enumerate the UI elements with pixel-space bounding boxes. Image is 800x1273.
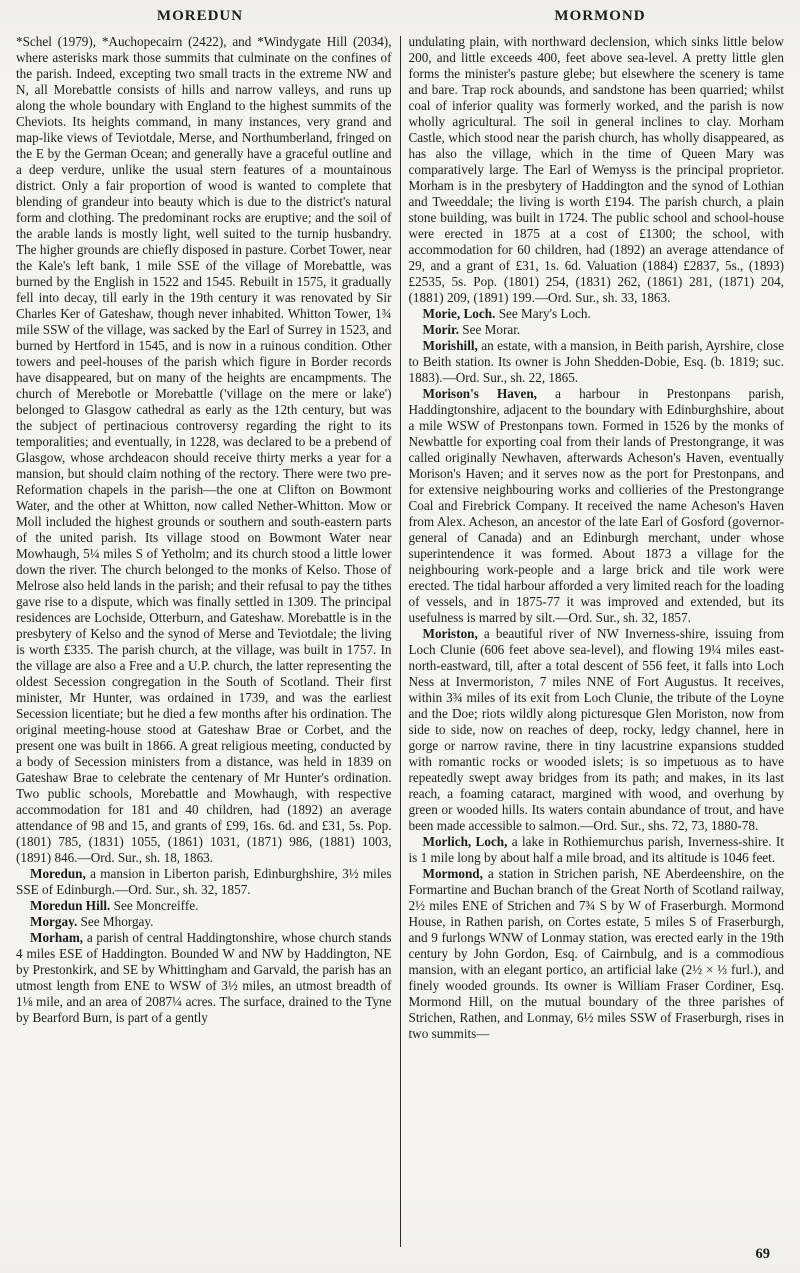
entry-paragraph: Mormond, a station in Strichen parish, NE Aberdeenshire, on the Formartine and Buchan branch of the Great North of Scotland railway, 2½ miles ENE of Strichen and 7¾ S by W of Fraserburgh. Mormond House, in Rathen parish, on Cortes estate, 5 miles S of Fraserburgh, and 9 furlongs WNW of Lonmay station, was erected early in the 19th century by John Gordon, Esq. of Cairnbulg, and is a commodious mansion, with an elegant portico, an artificial lake (2½ × ⅓ furl.), and finely wooded grounds. Its owner is William Fraser Cordiner, Esq. Mormond Hill, on the mutual boundary of the three parishes of Strichen, Rathen, and Lonmay, 6½ miles SSW of Fraserburgh, rises in two summits— (408, 866, 784, 1041)
entry-paragraph: Morlich, Loch, a lake in Rothiemurchus parish, Inverness-shire. It is 1 mile long by about half a mile broad, and its altitude is 1046 feet. (408, 834, 784, 865)
entry-paragraph: *Schel (1979), *Auchopecairn (2422), and *Windygate Hill (2034), where asterisks mark those summits that culminate on the confines of the parish. Indeed, excepting two small tracts in the extreme NW and N, all Morebattle consists of hills and narrow valleys, and runs up along the whole boundary with England to the highest summits of the Cheviots. Its heights command, in many instances, very grand and map-like views of Teviotdale, Merse, and Northumberland, fringed on the E by the German Ocean; and generally have a graceful outline and a deep verdure, unlike the usual stern features of a mountainous district. Only a fair proportion of wood is wanted to complete that blending of grandeur into beauty which is due to the district's natural form and clothing. The predominant rocks are eruptive; and the soil of the arable lands is mostly light, well suited to the turnip husbandry. The higher grounds are chiefly disposed in pasture. Corbet Tower, near the Kale's left bank, 1 mile SSE of the village of Morebattle, was burned by the English in 1522 and 1545. Rebuilt in 1575, it gradually fell into decay, till early in the 19th century it was renovated by Sir Charles Ker of Gateshaw, though never inhabited. Whitton Tower, 1¾ mile SSW of the village, was sacked by the Earl of Surrey in 1523, and burned by Hertford in 1545, and is now in a ruinous condition. Other towers and peel-houses of the parish which figure in Border records have disappeared, but on many of the heights are encampments. The church of Merebotle or Morebattle ('village on the mere or lake') belonged to Glasgow cathedral as early as the 12th century, but was the subject of pertinacious controversy regarding the right to its temporalities; and eventually, in 1228, was declared to be a prebend of Glasgow, whose archdeacon should receive thirty merks a year for a mansion, but should claim nothing of the rectory. There were two pre-Reformation chapels in the parish—the one at Clifton on Bowmont Water, and the other at Whitton, now called Nether-Whitton. Mow or Moll included the highest grounds or southern and south-eastern parts of the united parish. Its village stood on Bowmont Water near Mowhaugh, 5¼ miles S of Yetholm; and its church stood a little lower down the river. The church belonged to the monks of Kelso. Those of Melrose also held lands in the parish; and their refusal to pay the tithes gave rise to a dispute, which was finally settled in 1309. The principal residences are Lochside, Otterburn, and Gateshaw. Morebattle is in the presbytery of Kelso and the synod of Merse and Teviotdale; the living is worth £335. The parish church, at the village, was built in 1757. In the village are also a Free and a U.P. church, the latter representing the oldest Secession congregation in the South of Scotland. Their first minister, Mr Hunter, was ordained in 1739, and was the earliest Secession licentiate; but he died a few months after his ordination. The original meeting-house stood at Gateshaw Brae or Corbet, and the present one was built in 1866. A great religious meeting, conducted by a body of Secession ministers from a distance, was held in 1839 on Gateshaw Brae to celebrate the centenary of Mr Hunter's ordination. Two public schools, Morebattle and Mowhaugh, with respective accommodation for 181 and 40 children, had (1892) an average attendance of 98 and 15, and grants of £99, 16s. 6d. and £31, 5s. Pop. (1801) 785, (1831) 1055, (1861) 1031, (1871) 986, (1881) 1003, (1891) 846.—Ord. Sur., sh. 18, 1863. (16, 34, 392, 865)
entry-paragraph: Morir. See Morar. (422, 322, 521, 337)
entry-title: Morlich, Loch, (422, 834, 508, 849)
running-head-right: MORMOND (554, 8, 646, 24)
text-columns (16, 34, 784, 1259)
entry-paragraph: Morishill, an estate, with a mansion, in Beith parish, Ayrshire, close to Beith station. Its owner is John Shedden-Dobie, Esq. (b. 1819; suc. 1883).—Ord. Sur., sh. 22, 1865. (408, 338, 784, 385)
right-column (409, 34, 785, 1259)
entry-title: Moredun Hill. (30, 898, 111, 913)
entry-title: Morham, (30, 930, 84, 945)
entry-title: Morir. (422, 322, 459, 337)
entry-title: Morishill, (422, 338, 478, 353)
entry-paragraph: Moriston, a beautiful river of NW Inverness-shire, issuing from Loch Clunie (606 feet above sea-level), and flowing 19¼ miles east-north-eastward, till, after a total descent of 556 feet, it falls into Loch Ness at Invermoriston, 7 miles NNE of Fort Augustus. It receives, within 3¾ miles of its exit from Loch Clunie, the tribute of the Loyne and the Doe; riots wildly along picturesque Glen Moriston, now from side to side, now on reaches of deep, rocky, ledgy channel, here in gorge or narrow ravine, there in tiny lacustrine expansions studded with romantic rocks or wooded islets; is so impetuous as to have repeatedly swept away bridges from its path; and makes, in its last reach, a foaming cataract, margined with wood, and overhung by green or wooded hills. Its waters contain abundance of trout, and have been made accessible to salmon.—Ord. Sur., shs. 72, 73, 1880-78. (408, 626, 784, 833)
entry-paragraph: Moredun, a mansion in Liberton parish, Edinburghshire, 3½ miles SSE of Edinburgh.—Ord. Sur., sh. 32, 1857. (16, 866, 392, 897)
column-divider (400, 36, 401, 1247)
entry-title: Morie, Loch. (422, 306, 496, 321)
entry-title: Morgay. (30, 914, 78, 929)
entry-paragraph: Morham, a parish of central Haddingtonshire, whose church stands 4 miles ESE of Haddington. Bounded W and NW by Haddington, NE by Prestonkirk, and SE by Whittingham and Garvald, the parish has an utmost length from ENE to WSW of 3½ miles, an utmost breadth of 1⅛ mile, and an area of 2087¼ acres. The surface, drained to the Tyne by Bearford Burn, is part of a gently (16, 930, 392, 1025)
entry-paragraph: Moredun Hill. See Moncreiffe. (30, 898, 199, 913)
entry-paragraph: undulating plain, with northward declension, which sinks little below 200, and little exceeds 400, feet above sea-level. A pretty little glen forms the minister's pasture glebe; but elsewhere the scenery is tame and bare. Trap rock abounds, and sandstone has been quarried; whilst coal of inferior quality was formerly worked, and the parish is now wholly agricultural. The soil in general inclines to clay. Morham Castle, which stood near the parish church, has wholly disappeared, as has also the village, which in the time of Queen Mary was comparatively large. The Earl of Wemyss is the principal proprietor. Morham is in the presbytery of Haddington and the synod of Lothian and Tweeddale; the living is worth £194. The parish church, a plain stone building, was built in 1724. The public school and school-house were erected in 1875 at a cost of £1300; the school, with accommodation for 60 children, had (1892) an average attendance of 29, and a grant of £31, 1s. 6d. Valuation (1884) £2837, 5s., (1893) £2535, 5s. Pop. (1801) 254, (1831) 262, (1861) 281, (1871) 204, (1881) 209, (1891) 199.—Ord. Sur., sh. 33, 1863. (408, 34, 784, 305)
entry-title: Morison's Haven, (422, 386, 537, 401)
entry-paragraph: Morison's Haven, a harbour in Prestonpans parish, Haddingtonshire, adjacent to the boundary with Edinburghshire, about a mile WSW of Prestonpans town. Formed in 1526 by the monks of Newbattle for exporting coal from their lands of Prestongrange, it was called originally Newhaven, afterwards Acheson's Haven, eventually Morison's Haven; and it serves now as the port for Prestonpans, and for extensive neighbouring works and collieries of the Prestongrange Coal and Firebrick Company. It received the name Acheson's Haven from Alex. Acheson, an ancestor of the late Earl of Gosford (governor-general of Canada) and an Edinburgh merchant, under whose superintendence it was formed. About 1873 a village for the neighbouring work-people and a large brick and tile work were erected. The tidal harbour afforded a very limited reach for the loading of vessels, and in 1875-77 it was improved and extended, but its usefulness is marred by silt.—Ord. Sur., sh. 32, 1857. (408, 386, 784, 625)
left-column (16, 34, 392, 1259)
entry-paragraph: Morie, Loch. See Mary's Loch. (422, 306, 591, 321)
entry-paragraph: Morgay. See Mhorgay. (30, 914, 154, 929)
running-heads (0, 8, 800, 25)
page-number: 69 (755, 1246, 770, 1262)
entry-title: Moriston, (422, 626, 478, 641)
entry-title: Moredun, (30, 866, 86, 881)
entry-title: Mormond, (422, 866, 483, 881)
running-head-left: MOREDUN (156, 8, 244, 24)
